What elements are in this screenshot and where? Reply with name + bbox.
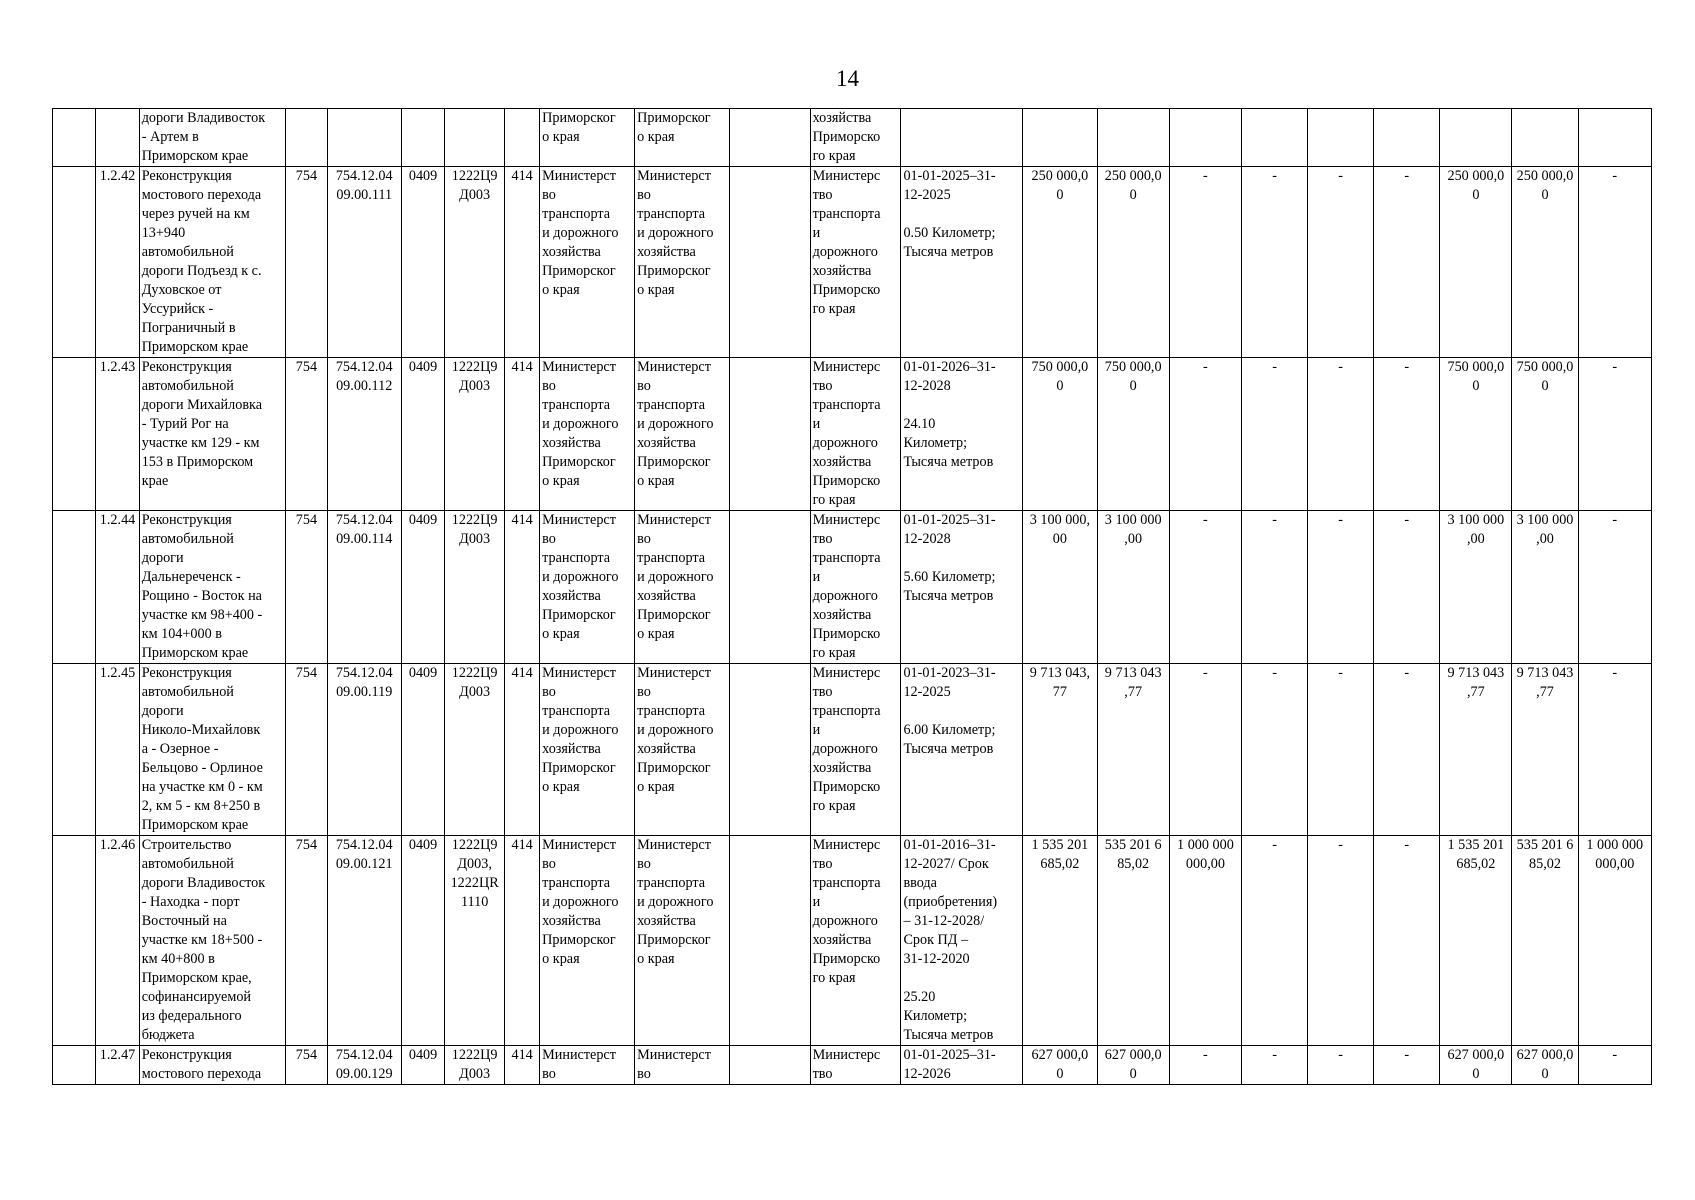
section-code: 0409 bbox=[401, 836, 444, 1046]
period-capacity: 01-01-2025–31- 12-2028 5.60 Километр; Тысяча метров bbox=[901, 511, 1023, 664]
value-6: - bbox=[1374, 664, 1440, 836]
csr-code: 1222Ц9 Д003, 1222ЦR 1110 bbox=[445, 836, 505, 1046]
section-code: 0409 bbox=[401, 664, 444, 836]
value-9: - bbox=[1578, 167, 1651, 358]
table-row bbox=[53, 511, 1652, 664]
blank-cell bbox=[53, 1046, 96, 1085]
grbs-code: 754 bbox=[286, 836, 327, 1046]
empty-cell bbox=[730, 1046, 811, 1085]
value-2: 3 100 000 ,00 bbox=[1097, 511, 1169, 664]
section-code: 0409 bbox=[401, 511, 444, 664]
value-2 bbox=[1097, 109, 1169, 167]
object-name: Реконструкция мостового перехода через ручей на км 13+940 автомобильной дороги Подъезд к с. Духовское от Уссурийск - Пограничный в Приморском крае bbox=[139, 167, 286, 358]
blank-cell bbox=[53, 664, 96, 836]
customer-org: Министерст во bbox=[540, 1046, 635, 1085]
value-6 bbox=[1374, 109, 1440, 167]
cs-code: 754.12.04 09.00.119 bbox=[327, 664, 401, 836]
value-5: - bbox=[1308, 1046, 1374, 1085]
section-code: 0409 bbox=[401, 1046, 444, 1085]
expense-type: 414 bbox=[505, 836, 540, 1046]
item-number: 1.2.46 bbox=[96, 836, 139, 1046]
program-table bbox=[52, 108, 1652, 1085]
value-2: 9 713 043 ,77 bbox=[1097, 664, 1169, 836]
customer-org: Министерст во транспорта и дорожного хозяйства Приморског о края bbox=[540, 358, 635, 511]
developer-org: Министерст во транспорта и дорожного хозяйства Приморског о края bbox=[635, 836, 730, 1046]
value-7: 3 100 000 ,00 bbox=[1440, 511, 1512, 664]
value-8: 250 000,0 0 bbox=[1512, 167, 1578, 358]
value-5: - bbox=[1308, 167, 1374, 358]
item-number: 1.2.44 bbox=[96, 511, 139, 664]
value-9: - bbox=[1578, 358, 1651, 511]
cs-code: 754.12.04 09.00.114 bbox=[327, 511, 401, 664]
value-total: 750 000,0 0 bbox=[1023, 358, 1097, 511]
value-4: - bbox=[1242, 358, 1308, 511]
developer-org: Приморског о края bbox=[635, 109, 730, 167]
value-9: 1 000 000 000,00 bbox=[1578, 836, 1651, 1046]
recipient-org: Министерс тво транспорта и дорожного хозяйства Приморско го края bbox=[810, 167, 901, 358]
object-name: Реконструкция автомобильной дороги Николо-Михайловк а - Озерное - Бельцово - Орлиное на участке км 0 - км 2, км 5 - км 8+250 в Приморском крае bbox=[139, 664, 286, 836]
object-name: Строительство автомобильной дороги Владивосток - Находка - порт Восточный на участке км 18+500 - км 40+800 в Приморском крае, софинансируемой из федерального бюджета bbox=[139, 836, 286, 1046]
object-name: дороги Владивосток - Артем в Приморском крае bbox=[139, 109, 286, 167]
cs-code: 754.12.04 09.00.112 bbox=[327, 358, 401, 511]
value-2: 627 000,0 0 bbox=[1097, 1046, 1169, 1085]
customer-org: Министерст во транспорта и дорожного хозяйства Приморског о края bbox=[540, 511, 635, 664]
cs-code bbox=[327, 109, 401, 167]
developer-org: Министерст во транспорта и дорожного хозяйства Приморског о края bbox=[635, 167, 730, 358]
cs-code: 754.12.04 09.00.129 bbox=[327, 1046, 401, 1085]
value-4: - bbox=[1242, 1046, 1308, 1085]
period-capacity: 01-01-2026–31- 12-2028 24.10 Километр; Тысяча метров bbox=[901, 358, 1023, 511]
value-3 bbox=[1169, 109, 1241, 167]
csr-code: 1222Ц9 Д003 bbox=[445, 511, 505, 664]
empty-cell bbox=[730, 167, 811, 358]
value-8: 535 201 6 85,02 bbox=[1512, 836, 1578, 1046]
value-8: 3 100 000 ,00 bbox=[1512, 511, 1578, 664]
object-name: Реконструкция мостового перехода bbox=[139, 1046, 286, 1085]
value-6: - bbox=[1374, 836, 1440, 1046]
developer-org: Министерст во транспорта и дорожного хозяйства Приморског о края bbox=[635, 358, 730, 511]
value-total: 1 535 201 685,02 bbox=[1023, 836, 1097, 1046]
object-name: Реконструкция автомобильной дороги Дальнереченск - Рощино - Восток на участке км 98+400 - км 104+000 в Приморском крае bbox=[139, 511, 286, 664]
empty-cell bbox=[730, 109, 811, 167]
expense-type: 414 bbox=[505, 664, 540, 836]
grbs-code: 754 bbox=[286, 664, 327, 836]
grbs-code: 754 bbox=[286, 1046, 327, 1085]
value-9: - bbox=[1578, 1046, 1651, 1085]
value-8: 750 000,0 0 bbox=[1512, 358, 1578, 511]
item-number: 1.2.42 bbox=[96, 167, 139, 358]
value-7: 627 000,0 0 bbox=[1440, 1046, 1512, 1085]
blank-cell bbox=[53, 109, 96, 167]
period-capacity: 01-01-2016–31- 12-2027/ Срок ввода (приобретения) – 31-12-2028/ Срок ПД – 31-12-2020 25.20 Километр; Тысяча метров bbox=[901, 836, 1023, 1046]
value-total: 9 713 043, 77 bbox=[1023, 664, 1097, 836]
value-4: - bbox=[1242, 167, 1308, 358]
value-4: - bbox=[1242, 836, 1308, 1046]
value-2: 535 201 6 85,02 bbox=[1097, 836, 1169, 1046]
value-3: - bbox=[1169, 167, 1241, 358]
value-7: 750 000,0 0 bbox=[1440, 358, 1512, 511]
empty-cell bbox=[730, 358, 811, 511]
recipient-org: Министерс тво транспорта и дорожного хозяйства Приморско го края bbox=[810, 836, 901, 1046]
expense-type: 414 bbox=[505, 358, 540, 511]
item-number: 1.2.47 bbox=[96, 1046, 139, 1085]
value-3: - bbox=[1169, 511, 1241, 664]
expense-type: 414 bbox=[505, 167, 540, 358]
value-3: 1 000 000 000,00 bbox=[1169, 836, 1241, 1046]
item-number: 1.2.43 bbox=[96, 358, 139, 511]
grbs-code: 754 bbox=[286, 167, 327, 358]
customer-org: Министерст во транспорта и дорожного хозяйства Приморског о края bbox=[540, 836, 635, 1046]
value-total: 250 000,0 0 bbox=[1023, 167, 1097, 358]
value-5: - bbox=[1308, 511, 1374, 664]
table-row bbox=[53, 109, 1652, 167]
value-4: - bbox=[1242, 511, 1308, 664]
item-number: 1.2.45 bbox=[96, 664, 139, 836]
customer-org: Министерст во транспорта и дорожного хозяйства Приморског о края bbox=[540, 664, 635, 836]
cs-code: 754.12.04 09.00.121 bbox=[327, 836, 401, 1046]
value-2: 750 000,0 0 bbox=[1097, 358, 1169, 511]
page-number: 14 bbox=[836, 66, 859, 91]
value-6: - bbox=[1374, 1046, 1440, 1085]
value-3: - bbox=[1169, 664, 1241, 836]
value-7: 9 713 043 ,77 bbox=[1440, 664, 1512, 836]
developer-org: Министерст во транспорта и дорожного хозяйства Приморског о края bbox=[635, 511, 730, 664]
value-total: 627 000,0 0 bbox=[1023, 1046, 1097, 1085]
table-row bbox=[53, 836, 1652, 1046]
section-code: 0409 bbox=[401, 358, 444, 511]
recipient-org: Министерс тво транспорта и дорожного хозяйства Приморско го края bbox=[810, 511, 901, 664]
value-5: - bbox=[1308, 358, 1374, 511]
item-number bbox=[96, 109, 139, 167]
value-3: - bbox=[1169, 358, 1241, 511]
value-8 bbox=[1512, 109, 1578, 167]
value-4 bbox=[1242, 109, 1308, 167]
value-7: 1 535 201 685,02 bbox=[1440, 836, 1512, 1046]
value-9: - bbox=[1578, 664, 1651, 836]
cs-code: 754.12.04 09.00.111 bbox=[327, 167, 401, 358]
table-row bbox=[53, 1046, 1652, 1085]
grbs-code bbox=[286, 109, 327, 167]
value-5: - bbox=[1308, 664, 1374, 836]
period-capacity: 01-01-2023–31- 12-2025 6.00 Километр; Тысяча метров bbox=[901, 664, 1023, 836]
grbs-code: 754 bbox=[286, 358, 327, 511]
value-3: - bbox=[1169, 1046, 1241, 1085]
developer-org: Министерст во bbox=[635, 1046, 730, 1085]
value-5: - bbox=[1308, 836, 1374, 1046]
blank-cell bbox=[53, 511, 96, 664]
value-9 bbox=[1578, 109, 1651, 167]
value-7: 250 000,0 0 bbox=[1440, 167, 1512, 358]
value-6: - bbox=[1374, 511, 1440, 664]
section-code: 0409 bbox=[401, 167, 444, 358]
table-body bbox=[53, 109, 1652, 1085]
value-6: - bbox=[1374, 358, 1440, 511]
csr-code: 1222Ц9 Д003 bbox=[445, 167, 505, 358]
csr-code: 1222Ц9 Д003 bbox=[445, 664, 505, 836]
table-row bbox=[53, 167, 1652, 358]
developer-org: Министерст во транспорта и дорожного хозяйства Приморског о края bbox=[635, 664, 730, 836]
value-7 bbox=[1440, 109, 1512, 167]
expense-type: 414 bbox=[505, 511, 540, 664]
period-capacity: 01-01-2025–31- 12-2026 bbox=[901, 1046, 1023, 1085]
customer-org: Приморског о края bbox=[540, 109, 635, 167]
value-2: 250 000,0 0 bbox=[1097, 167, 1169, 358]
csr-code: 1222Ц9 Д003 bbox=[445, 358, 505, 511]
blank-cell bbox=[53, 358, 96, 511]
value-5 bbox=[1308, 109, 1374, 167]
value-9: - bbox=[1578, 511, 1651, 664]
value-8: 627 000,0 0 bbox=[1512, 1046, 1578, 1085]
empty-cell bbox=[730, 511, 811, 664]
table-row bbox=[53, 358, 1652, 511]
blank-cell bbox=[53, 167, 96, 358]
csr-code bbox=[445, 109, 505, 167]
grbs-code: 754 bbox=[286, 511, 327, 664]
section-code bbox=[401, 109, 444, 167]
empty-cell bbox=[730, 836, 811, 1046]
empty-cell bbox=[730, 664, 811, 836]
period-capacity bbox=[901, 109, 1023, 167]
recipient-org: Министерс тво bbox=[810, 1046, 901, 1085]
value-total bbox=[1023, 109, 1097, 167]
table-row bbox=[53, 664, 1652, 836]
object-name: Реконструкция автомобильной дороги Михайловка - Турий Рог на участке км 129 - км 153 в Приморском крае bbox=[139, 358, 286, 511]
recipient-org: хозяйства Приморско го края bbox=[810, 109, 901, 167]
value-8: 9 713 043 ,77 bbox=[1512, 664, 1578, 836]
value-4: - bbox=[1242, 664, 1308, 836]
recipient-org: Министерс тво транспорта и дорожного хозяйства Приморско го края bbox=[810, 358, 901, 511]
customer-org: Министерст во транспорта и дорожного хозяйства Приморског о края bbox=[540, 167, 635, 358]
value-total: 3 100 000, 00 bbox=[1023, 511, 1097, 664]
blank-cell bbox=[53, 836, 96, 1046]
recipient-org: Министерс тво транспорта и дорожного хозяйства Приморско го края bbox=[810, 664, 901, 836]
expense-type bbox=[505, 109, 540, 167]
period-capacity: 01-01-2025–31- 12-2025 0.50 Километр; Тысяча метров bbox=[901, 167, 1023, 358]
csr-code: 1222Ц9 Д003 bbox=[445, 1046, 505, 1085]
value-6: - bbox=[1374, 167, 1440, 358]
expense-type: 414 bbox=[505, 1046, 540, 1085]
